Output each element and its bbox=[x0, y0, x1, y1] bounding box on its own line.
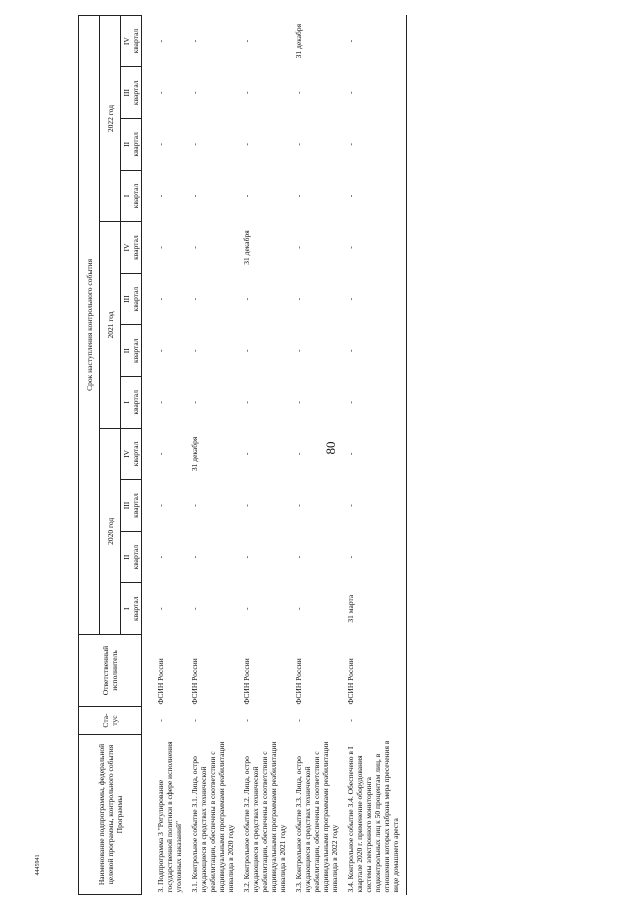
quarter-deadline-cell: - bbox=[156, 607, 165, 610]
header-status: Ста-тус bbox=[79, 707, 142, 735]
quarter-label: квартал bbox=[131, 338, 140, 364]
event-status: - bbox=[242, 719, 251, 722]
header-quarter bbox=[121, 583, 142, 635]
event-name: 3.1. Контрольное событие 3.1. Лица, остро нуждающиеся в средствах технической реабилитации, обеспечены в соответствии с индивидуальными программами реабилитации инвалида в 2020 году bbox=[190, 741, 235, 893]
header-year-2021: 2021 год bbox=[100, 222, 121, 428]
quarter-deadline-cell: - bbox=[190, 143, 199, 146]
table-header bbox=[79, 15, 142, 894]
event-executor: ФСИН России bbox=[346, 658, 355, 705]
quarter-deadline-cell: - bbox=[242, 607, 251, 610]
quarter-label: квартал bbox=[131, 596, 140, 621]
event-executor: ФСИН России bbox=[190, 658, 199, 705]
header-quarter bbox=[121, 273, 142, 325]
quarter-deadline-cell: - bbox=[294, 297, 303, 301]
table-row bbox=[345, 15, 406, 894]
quarter-deadline-cell: 31 декабря bbox=[242, 230, 251, 265]
event-status: - bbox=[156, 719, 165, 722]
header-year-2022: 2022 год bbox=[100, 15, 121, 221]
rotated-table-container bbox=[78, 15, 558, 895]
control-events-table bbox=[78, 15, 406, 895]
quarter-deadline-cell: - bbox=[156, 555, 165, 559]
header-quarter bbox=[121, 222, 142, 274]
quarter-deadline-cell: - bbox=[190, 91, 199, 95]
quarter-deadline-cell: - bbox=[346, 401, 355, 404]
quarter-deadline-cell: - bbox=[190, 401, 199, 404]
quarter-label: квартал bbox=[131, 183, 140, 209]
quarter-number: IV bbox=[122, 37, 131, 46]
header-quarter bbox=[121, 15, 142, 67]
quarter-deadline-cell: - bbox=[242, 452, 251, 456]
header-executor: Ответственный исполнитель bbox=[79, 635, 142, 707]
quarter-deadline-cell: - bbox=[346, 39, 355, 43]
event-name: 3.2. Контрольное событие 3.2. Лица, остро нуждающиеся в средствах технической реабилитации, обеспечены в соответствии с индивидуальными программами реабилитации инвалида в 2021 году bbox=[242, 741, 287, 893]
quarter-deadline-cell: - bbox=[156, 91, 165, 95]
event-executor: ФСИН России bbox=[242, 658, 251, 705]
header-year-2020: 2020 год bbox=[100, 428, 121, 634]
quarter-deadline-cell: - bbox=[242, 401, 251, 404]
quarter-deadline-cell: - bbox=[190, 349, 199, 352]
quarter-deadline-cell: - bbox=[294, 91, 303, 95]
page-number: 80 bbox=[323, 441, 338, 455]
quarter-deadline-cell: - bbox=[346, 246, 355, 249]
quarter-deadline-cell: - bbox=[190, 194, 199, 198]
quarter-number: I bbox=[122, 607, 131, 610]
quarter-label: квартал bbox=[131, 493, 140, 518]
quarter-number: I bbox=[122, 401, 131, 404]
event-status: - bbox=[190, 719, 199, 722]
event-name: 3.4. Контрольное событие 3.4. Обеспечено в I квартале 2020 г. применение оборудования системы электронного мониторинга подконтрольных лиц к 50 процентам лиц, в отношении которых избрана мера пресечения в виде домашнего ареста bbox=[346, 740, 400, 893]
quarter-deadline-cell: - bbox=[190, 246, 199, 249]
bottom-rule bbox=[406, 15, 407, 895]
quarter-deadline-cell: - bbox=[294, 143, 303, 146]
table-body bbox=[142, 15, 407, 894]
header-deadline-group: Срок наступления контрольного события bbox=[79, 15, 100, 634]
quarter-number: III bbox=[122, 295, 131, 303]
quarter-deadline-cell: - bbox=[346, 297, 355, 301]
quarter-deadline-cell: - bbox=[242, 194, 251, 198]
quarter-deadline-cell: - bbox=[294, 504, 303, 507]
quarter-number: II bbox=[122, 141, 131, 147]
quarter-deadline-cell: 31 декабря bbox=[294, 23, 303, 59]
quarter-number: IV bbox=[122, 449, 131, 458]
quarter-deadline-cell: - bbox=[242, 91, 251, 95]
event-name: 3. Подпрограмма 3 "Регулирование государственной политики в сфере исполнения уголовных наказаний" bbox=[156, 741, 183, 893]
quarter-deadline-cell: - bbox=[242, 349, 251, 352]
header-quarter bbox=[121, 67, 142, 119]
event-status: - bbox=[346, 719, 355, 722]
quarter-deadline-cell: - bbox=[242, 143, 251, 146]
quarter-deadline-cell: - bbox=[156, 504, 165, 507]
quarter-deadline-cell: - bbox=[242, 297, 251, 301]
header-quarter bbox=[121, 480, 142, 532]
quarter-deadline-cell: - bbox=[346, 452, 355, 456]
quarter-deadline-cell: - bbox=[346, 504, 355, 507]
quarter-deadline-cell: - bbox=[346, 349, 355, 352]
quarter-label: квартал bbox=[131, 390, 140, 415]
quarter-deadline-cell: - bbox=[294, 194, 303, 198]
quarter-label: квартал bbox=[131, 80, 140, 106]
quarter-deadline-cell: - bbox=[156, 194, 165, 198]
quarter-deadline-cell: - bbox=[156, 349, 165, 352]
event-status: - bbox=[294, 719, 303, 722]
quarter-deadline-cell: - bbox=[346, 143, 355, 146]
event-executor: ФСИН России bbox=[156, 658, 165, 705]
header-quarter bbox=[121, 428, 142, 480]
quarter-number: III bbox=[122, 89, 131, 97]
quarter-number: II bbox=[122, 348, 131, 354]
table-row bbox=[293, 15, 345, 894]
event-name: 3.3. Контрольное событие 3.3. Лица, остро нуждающиеся в средствах технической реабилитации, обеспечены в соответствии с индивидуальными программами реабилитации инвалида в 2022 году bbox=[294, 741, 339, 893]
event-executor: ФСИН России bbox=[294, 658, 303, 705]
quarter-number: I bbox=[122, 194, 131, 198]
quarter-label: квартал bbox=[131, 28, 140, 54]
quarter-deadline-cell: - bbox=[346, 91, 355, 95]
header-quarter bbox=[121, 377, 142, 429]
quarter-deadline-cell: - bbox=[156, 401, 165, 404]
quarter-label: квартал bbox=[131, 544, 140, 570]
table-row bbox=[241, 15, 293, 894]
quarter-label: квартал bbox=[131, 132, 140, 157]
quarter-deadline-cell: - bbox=[294, 607, 303, 610]
quarter-deadline-cell: - bbox=[190, 297, 199, 301]
quarter-deadline-cell: - bbox=[242, 39, 251, 43]
quarter-deadline-cell: - bbox=[242, 504, 251, 507]
header-quarter bbox=[121, 325, 142, 377]
quarter-deadline-cell: - bbox=[294, 452, 303, 456]
quarter-deadline-cell: - bbox=[190, 607, 199, 610]
header-quarter bbox=[121, 119, 142, 171]
quarter-deadline-cell: - bbox=[190, 555, 199, 559]
header-name: Наименование подпрограммы, федеральной целевой программы, контрольного события Программы bbox=[79, 735, 142, 895]
quarter-deadline-cell: - bbox=[156, 143, 165, 146]
header-quarter bbox=[121, 170, 142, 222]
header-quarter bbox=[121, 531, 142, 583]
quarter-deadline-cell: - bbox=[190, 39, 199, 43]
quarter-deadline-cell: - bbox=[294, 246, 303, 249]
table-row bbox=[142, 15, 190, 894]
quarter-deadline-cell: 31 марта bbox=[346, 594, 355, 623]
table-row bbox=[189, 15, 241, 894]
quarter-deadline-cell: - bbox=[156, 297, 165, 301]
quarter-deadline-cell: - bbox=[156, 246, 165, 249]
quarter-label: квартал bbox=[131, 235, 140, 260]
quarter-number: IV bbox=[122, 243, 131, 252]
quarter-label: квартал bbox=[131, 441, 140, 467]
quarter-deadline-cell: - bbox=[242, 555, 251, 559]
quarter-deadline-cell: - bbox=[346, 194, 355, 198]
quarter-deadline-cell: - bbox=[294, 401, 303, 404]
quarter-deadline-cell: - bbox=[294, 555, 303, 559]
quarter-deadline-cell: - bbox=[294, 349, 303, 352]
quarter-label: квартал bbox=[131, 286, 140, 312]
quarter-deadline-cell: - bbox=[346, 555, 355, 559]
quarter-deadline-cell: 31 декабря bbox=[190, 436, 199, 472]
quarter-number: III bbox=[122, 501, 131, 510]
quarter-deadline-cell: - bbox=[156, 452, 165, 456]
quarter-deadline-cell: - bbox=[190, 504, 199, 507]
quarter-number: II bbox=[122, 554, 131, 560]
document-id: 4445941 bbox=[35, 854, 41, 876]
quarter-deadline-cell: - bbox=[156, 39, 165, 43]
